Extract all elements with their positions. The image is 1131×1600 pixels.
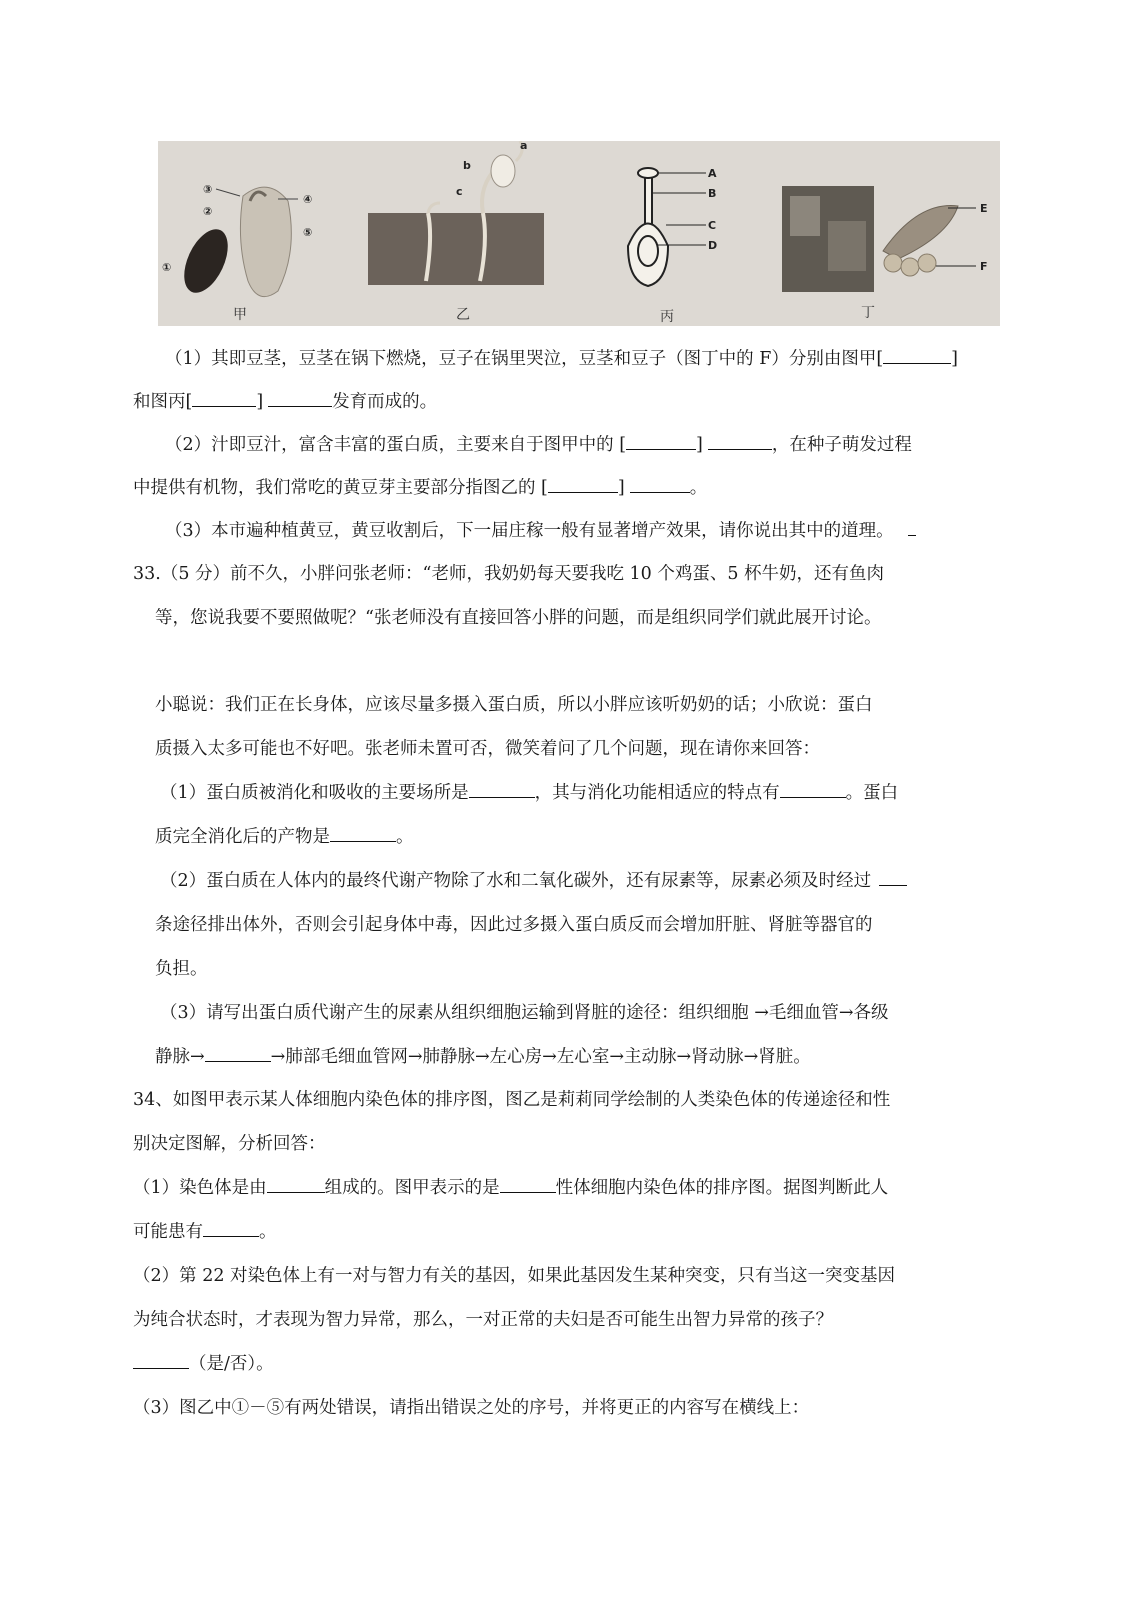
label-ding-E: E <box>980 202 988 215</box>
answer-blank[interactable] <box>883 347 951 364</box>
q33-heading-line1: 33.（5 分）前不久，小胖问张老师：“老师，我奶奶每天要我吃 10 个鸡蛋、5 杯牛奶，还有鱼肉 <box>133 564 885 584</box>
q33-text: 。 <box>396 827 414 847</box>
q33-part1-line1 <box>160 781 898 805</box>
answer-blank[interactable] <box>469 781 535 798</box>
label-jia-2: ② <box>203 205 213 218</box>
q32-text: （2）汁即豆汁，富含丰富的蛋白质，主要来自于图甲中的 [ <box>165 435 627 455</box>
label-ding-F: F <box>980 260 988 273</box>
q33-text: ，其与消化功能相适应的特点有 <box>534 783 780 803</box>
answer-blank[interactable] <box>548 476 618 493</box>
q33-part3-line1: （3）请写出蛋白质代谢产生的尿素从组织细胞运输到肾脏的途径：组织细胞 →毛细血管→各级 <box>160 1003 889 1023</box>
q34-part2-line1: （2）第 22 对染色体上有一对与智力有关的基因，如果此基因发生某种突变，只有当这一突变基因 <box>133 1266 896 1286</box>
q32-text: ] <box>617 478 625 498</box>
q33-text: （2）蛋白质在人体内的最终代谢产物除了水和二氧化碳外，还有尿素等，尿素必须及时经过 <box>160 871 872 891</box>
q32-text: 发育而成的。 <box>332 392 438 412</box>
label-yi-a: a <box>520 141 528 152</box>
answer-blank[interactable] <box>133 1352 189 1369</box>
figure-bing <box>628 167 717 325</box>
q34-heading-line1: 34、如图甲表示某人体细胞内染色体的排序图，图乙是莉莉同学绘制的人类染色体的传递途径和性 <box>133 1090 891 1110</box>
q33-text: 质完全消化后的产物是 <box>155 827 330 847</box>
q33-intro-line2: 质摄入太多可能也不好吧。张老师未置可否，微笑着问了几个问题，现在请你来回答： <box>155 739 820 759</box>
q33-part3-line2 <box>155 1045 811 1069</box>
caption-jia: 甲 <box>233 307 247 323</box>
figure-jia <box>162 183 312 323</box>
answer-blank[interactable] <box>908 519 916 536</box>
q32-text: ，在种子萌发过程 <box>771 435 912 455</box>
q33-text: →肺部毛细血管网→肺静脉→左心房→左心室→主动脉→肾动脉→肾脏。 <box>270 1047 811 1067</box>
caption-ding: 丁 <box>861 305 875 321</box>
q33-part2-line1 <box>160 869 907 893</box>
answer-blank[interactable] <box>500 1176 556 1193</box>
q34-text: 组成的。图甲表示的是 <box>324 1178 500 1198</box>
q32-part2-line2 <box>133 476 707 500</box>
q34-text: （1）染色体是由 <box>133 1178 267 1198</box>
answer-blank[interactable] <box>267 1176 325 1193</box>
label-bing-A: A <box>708 167 717 180</box>
q34-part2-line3 <box>133 1352 274 1376</box>
q34-part1-line1 <box>133 1176 888 1200</box>
q32-text: ] <box>696 435 703 455</box>
q32-part3 <box>165 519 916 543</box>
label-yi-b: b <box>463 159 471 172</box>
q32-part1-line2 <box>133 390 437 414</box>
q32-text: ] <box>256 392 264 412</box>
answer-blank[interactable] <box>192 390 256 407</box>
figure-yi <box>368 141 544 323</box>
answer-blank[interactable] <box>708 433 772 450</box>
q32-text: 中提供有机物，我们常吃的黄豆芽主要部分指图乙的 [ <box>133 478 548 498</box>
q34-part2-line2: 为纯合状态时，才表现为智力异常，那么，一对正常的夫妇是否可能生出智力异常的孩子？ <box>133 1310 833 1330</box>
answer-blank[interactable] <box>626 433 696 450</box>
q34-part1-line2 <box>133 1220 277 1244</box>
label-jia-3: ③ <box>203 183 213 196</box>
q33-text: 。蛋白 <box>845 783 899 803</box>
figure-ding <box>782 186 988 321</box>
answer-blank[interactable] <box>330 825 396 842</box>
q33-text: 静脉→ <box>155 1047 205 1067</box>
plant-figure <box>158 141 1000 326</box>
q32-text: ] <box>951 349 958 369</box>
q34-text: 可能患有 <box>133 1222 203 1242</box>
answer-blank[interactable] <box>780 781 846 798</box>
q34-text: 性体细胞内染色体的排序图。据图判断此人 <box>555 1178 889 1198</box>
q32-text: （1）其即豆茎，豆茎在锅下燃烧，豆子在锅里哭泣，豆茎和豆子（图丁中的 F）分别由图甲[ <box>165 349 884 369</box>
q34-text: 。 <box>259 1222 277 1242</box>
q33-intro-line1: 小聪说：我们正在长身体，应该尽量多摄入蛋白质，所以小胖应该听奶奶的话；小欣说：蛋白 <box>155 695 873 715</box>
label-jia-4: ④ <box>303 193 313 206</box>
label-bing-D: D <box>708 239 718 252</box>
q32-text: （3）本市遍种植黄豆，黄豆收割后，下一届庄稼一般有显著增产效果，请你说出其中的道理。 <box>165 521 894 541</box>
caption-bing: 丙 <box>660 309 674 325</box>
q33-part2-line3: 负担。 <box>155 959 208 979</box>
label-jia-1: ① <box>162 261 172 274</box>
answer-blank[interactable] <box>879 869 907 886</box>
label-bing-C: C <box>708 219 717 232</box>
q32-text: 和图丙[ <box>133 392 193 412</box>
label-jia-5: ⑤ <box>303 226 313 239</box>
label-bing-B: B <box>708 187 717 200</box>
q33-part2-line2: 条途径排出体外，否则会引起身体中毒，因此过多摄入蛋白质反而会增加肝脏、肾脏等器官的 <box>155 915 873 935</box>
q34-text: （是/否）。 <box>189 1354 274 1374</box>
q32-text: 。 <box>689 478 708 498</box>
q33-text: （1）蛋白质被消化和吸收的主要场所是 <box>160 783 469 803</box>
q32-part2-line1 <box>165 433 912 457</box>
q33-part1-line2 <box>155 825 414 849</box>
caption-yi: 乙 <box>456 307 470 323</box>
answer-blank[interactable] <box>203 1220 259 1237</box>
answer-blank[interactable] <box>205 1045 271 1062</box>
answer-blank[interactable] <box>268 390 332 407</box>
q34-part3: （3）图乙中①－⑤有两处错误，请指出错误之处的序号，并将更正的内容写在横线上： <box>133 1398 810 1418</box>
q34-heading-line2: 别决定图解，分析回答： <box>133 1134 326 1154</box>
q32-part1-line1 <box>165 347 958 371</box>
q33-heading-line2: 等，您说我要不要照做呢？“张老师没有直接回答小胖的问题，而是组织同学们就此展开讨论。 <box>155 608 882 628</box>
label-yi-c: c <box>456 185 463 198</box>
answer-blank[interactable] <box>630 476 690 493</box>
